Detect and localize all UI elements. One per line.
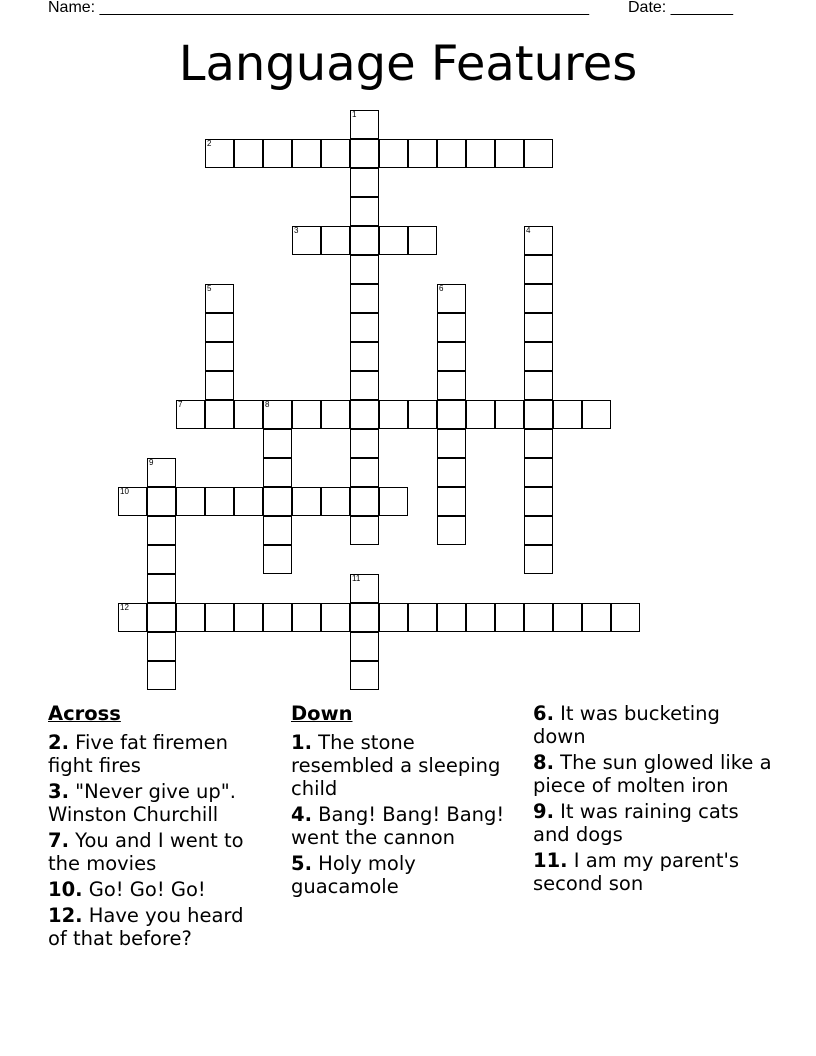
grid-cell[interactable]: [147, 574, 176, 603]
grid-cell[interactable]: [234, 603, 263, 632]
grid-cell[interactable]: [379, 400, 408, 429]
grid-cell[interactable]: [350, 226, 379, 255]
grid-cell[interactable]: [234, 487, 263, 516]
grid-cell[interactable]: [234, 139, 263, 168]
clue-down-11: 11. I am my parent's second son: [533, 849, 740, 895]
grid-cell[interactable]: [321, 400, 350, 429]
grid-cell[interactable]: [205, 603, 234, 632]
grid-cell[interactable]: [379, 603, 408, 632]
grid-cell[interactable]: [524, 342, 553, 371]
grid-cell[interactable]: [234, 400, 263, 429]
grid-cell[interactable]: [437, 603, 466, 632]
grid-cell[interactable]: [379, 139, 408, 168]
across-clues: [48, 702, 268, 953]
grid-cell-12[interactable]: [118, 603, 147, 632]
clue-across-7: 7. You and I went to the movies: [48, 829, 244, 875]
grid-cell[interactable]: [321, 139, 350, 168]
grid-cell[interactable]: [205, 313, 234, 342]
clue-number: 5: [207, 284, 212, 293]
grid-cell[interactable]: [408, 603, 437, 632]
clue-down-8: 8. The sun glowed like a piece of molten iron: [533, 751, 772, 797]
grid-cell[interactable]: [437, 458, 466, 487]
grid-cell[interactable]: [147, 661, 176, 690]
clue-number: 4: [526, 226, 531, 235]
grid-cell[interactable]: [205, 342, 234, 371]
grid-cell[interactable]: [437, 400, 466, 429]
name-field-label: Name: _______________________________________________________: [48, 0, 589, 16]
grid-cell-9[interactable]: [147, 458, 176, 487]
grid-cell[interactable]: [524, 603, 553, 632]
clue-number: 9: [149, 458, 154, 467]
grid-cell-7[interactable]: [176, 400, 205, 429]
grid-cell[interactable]: [408, 226, 437, 255]
grid-cell[interactable]: [437, 487, 466, 516]
clue-number: 1: [352, 110, 357, 119]
grid-cell-3[interactable]: [292, 226, 321, 255]
grid-cell[interactable]: [321, 603, 350, 632]
grid-cell[interactable]: [292, 400, 321, 429]
grid-cell[interactable]: [466, 603, 495, 632]
grid-cell[interactable]: [495, 603, 524, 632]
grid-cell[interactable]: [350, 458, 379, 487]
grid-cell[interactable]: [582, 400, 611, 429]
grid-cell[interactable]: [350, 313, 379, 342]
grid-cell[interactable]: [379, 226, 408, 255]
grid-cell[interactable]: [263, 429, 292, 458]
clue-down-1: 1. The stone resembled a sleeping child: [291, 731, 501, 800]
grid-cell[interactable]: [321, 226, 350, 255]
grid-cell[interactable]: [350, 632, 379, 661]
grid-cell[interactable]: [176, 487, 205, 516]
grid-cell[interactable]: [524, 255, 553, 284]
grid-cell[interactable]: [176, 603, 205, 632]
grid-cell[interactable]: [350, 284, 379, 313]
grid-cell[interactable]: [350, 400, 379, 429]
grid-cell[interactable]: [408, 400, 437, 429]
grid-cell[interactable]: [437, 313, 466, 342]
clue-down-6: 6. It was bucketing down: [533, 702, 720, 748]
grid-cell[interactable]: [524, 516, 553, 545]
clue-number: 8: [265, 400, 270, 409]
grid-cell[interactable]: [379, 487, 408, 516]
grid-cell[interactable]: [350, 197, 379, 226]
grid-cell[interactable]: [350, 342, 379, 371]
clue-across-3: 3. "Never give up". Winston Churchill: [48, 780, 236, 826]
grid-cell[interactable]: [263, 603, 292, 632]
grid-cell[interactable]: [350, 516, 379, 545]
clue-number: 7: [178, 400, 183, 409]
grid-cell[interactable]: [408, 139, 437, 168]
grid-cell[interactable]: [263, 516, 292, 545]
grid-cell[interactable]: [437, 516, 466, 545]
grid-cell-2[interactable]: [205, 139, 234, 168]
down-clues-continued: [533, 702, 773, 898]
grid-cell-1[interactable]: [350, 110, 379, 139]
grid-cell[interactable]: [205, 371, 234, 400]
clue-number: 3: [294, 226, 299, 235]
grid-cell[interactable]: [292, 139, 321, 168]
grid-cell[interactable]: [350, 255, 379, 284]
clue-number: 10: [120, 487, 129, 496]
grid-cell[interactable]: [147, 632, 176, 661]
grid-cell[interactable]: [205, 487, 234, 516]
grid-cell[interactable]: [524, 371, 553, 400]
grid-cell[interactable]: [350, 139, 379, 168]
grid-cell[interactable]: [147, 516, 176, 545]
grid-cell[interactable]: [495, 139, 524, 168]
grid-cell[interactable]: [611, 603, 640, 632]
grid-cell-4[interactable]: [524, 226, 553, 255]
grid-cell[interactable]: [292, 603, 321, 632]
grid-cell[interactable]: [466, 400, 495, 429]
grid-cell[interactable]: [524, 545, 553, 574]
grid-cell[interactable]: [263, 458, 292, 487]
grid-cell[interactable]: [350, 661, 379, 690]
grid-cell[interactable]: [350, 429, 379, 458]
clue-number: 6: [439, 284, 444, 293]
grid-cell[interactable]: [524, 487, 553, 516]
grid-cell[interactable]: [147, 603, 176, 632]
grid-cell[interactable]: [263, 545, 292, 574]
grid-cell[interactable]: [524, 284, 553, 313]
across-heading: Across: [48, 702, 121, 725]
grid-cell[interactable]: [205, 400, 234, 429]
clue-number: 11: [352, 574, 361, 583]
grid-cell[interactable]: [350, 603, 379, 632]
grid-cell[interactable]: [350, 168, 379, 197]
grid-cell[interactable]: [524, 139, 553, 168]
grid-cell[interactable]: [437, 371, 466, 400]
grid-cell[interactable]: [553, 400, 582, 429]
grid-cell[interactable]: [350, 487, 379, 516]
down-clues: [291, 702, 521, 901]
clue-across-10: 10. Go! Go! Go!: [48, 878, 206, 901]
grid-cell-10[interactable]: [118, 487, 147, 516]
grid-cell[interactable]: [147, 487, 176, 516]
grid-cell[interactable]: [524, 400, 553, 429]
page-title: Language Features: [178, 36, 638, 92]
grid-cell[interactable]: [524, 313, 553, 342]
grid-cell[interactable]: [495, 400, 524, 429]
grid-cell[interactable]: [147, 545, 176, 574]
grid-cell[interactable]: [437, 342, 466, 371]
grid-cell[interactable]: [582, 603, 611, 632]
clue-down-4: 4. Bang! Bang! Bang! went the cannon: [291, 803, 505, 849]
grid-cell[interactable]: [466, 139, 495, 168]
grid-cell-5[interactable]: [205, 284, 234, 313]
grid-cell[interactable]: [321, 487, 350, 516]
grid-cell-6[interactable]: [437, 284, 466, 313]
clue-down-5: 5. Holy moly guacamole: [291, 852, 416, 898]
grid-cell[interactable]: [263, 487, 292, 516]
clue-number: 2: [207, 139, 212, 148]
clue-across-2: 2. Five fat firemen fight fires: [48, 731, 229, 777]
grid-cell[interactable]: [437, 139, 466, 168]
clue-down-9: 9. It was raining cats and dogs: [533, 800, 739, 846]
date-field-label: Date: _______: [628, 0, 733, 16]
grid-cell[interactable]: [553, 603, 582, 632]
grid-cell[interactable]: [524, 429, 553, 458]
grid-cell-8[interactable]: [263, 400, 292, 429]
grid-cell-11[interactable]: [350, 574, 379, 603]
down-heading: Down: [291, 702, 353, 725]
grid-cell[interactable]: [263, 139, 292, 168]
clue-across-12: 12. Have you heard of that before?: [48, 904, 244, 950]
clue-number: 12: [120, 603, 129, 612]
grid-cell[interactable]: [437, 429, 466, 458]
grid-cell[interactable]: [292, 487, 321, 516]
grid-cell[interactable]: [524, 458, 553, 487]
grid-cell[interactable]: [350, 371, 379, 400]
